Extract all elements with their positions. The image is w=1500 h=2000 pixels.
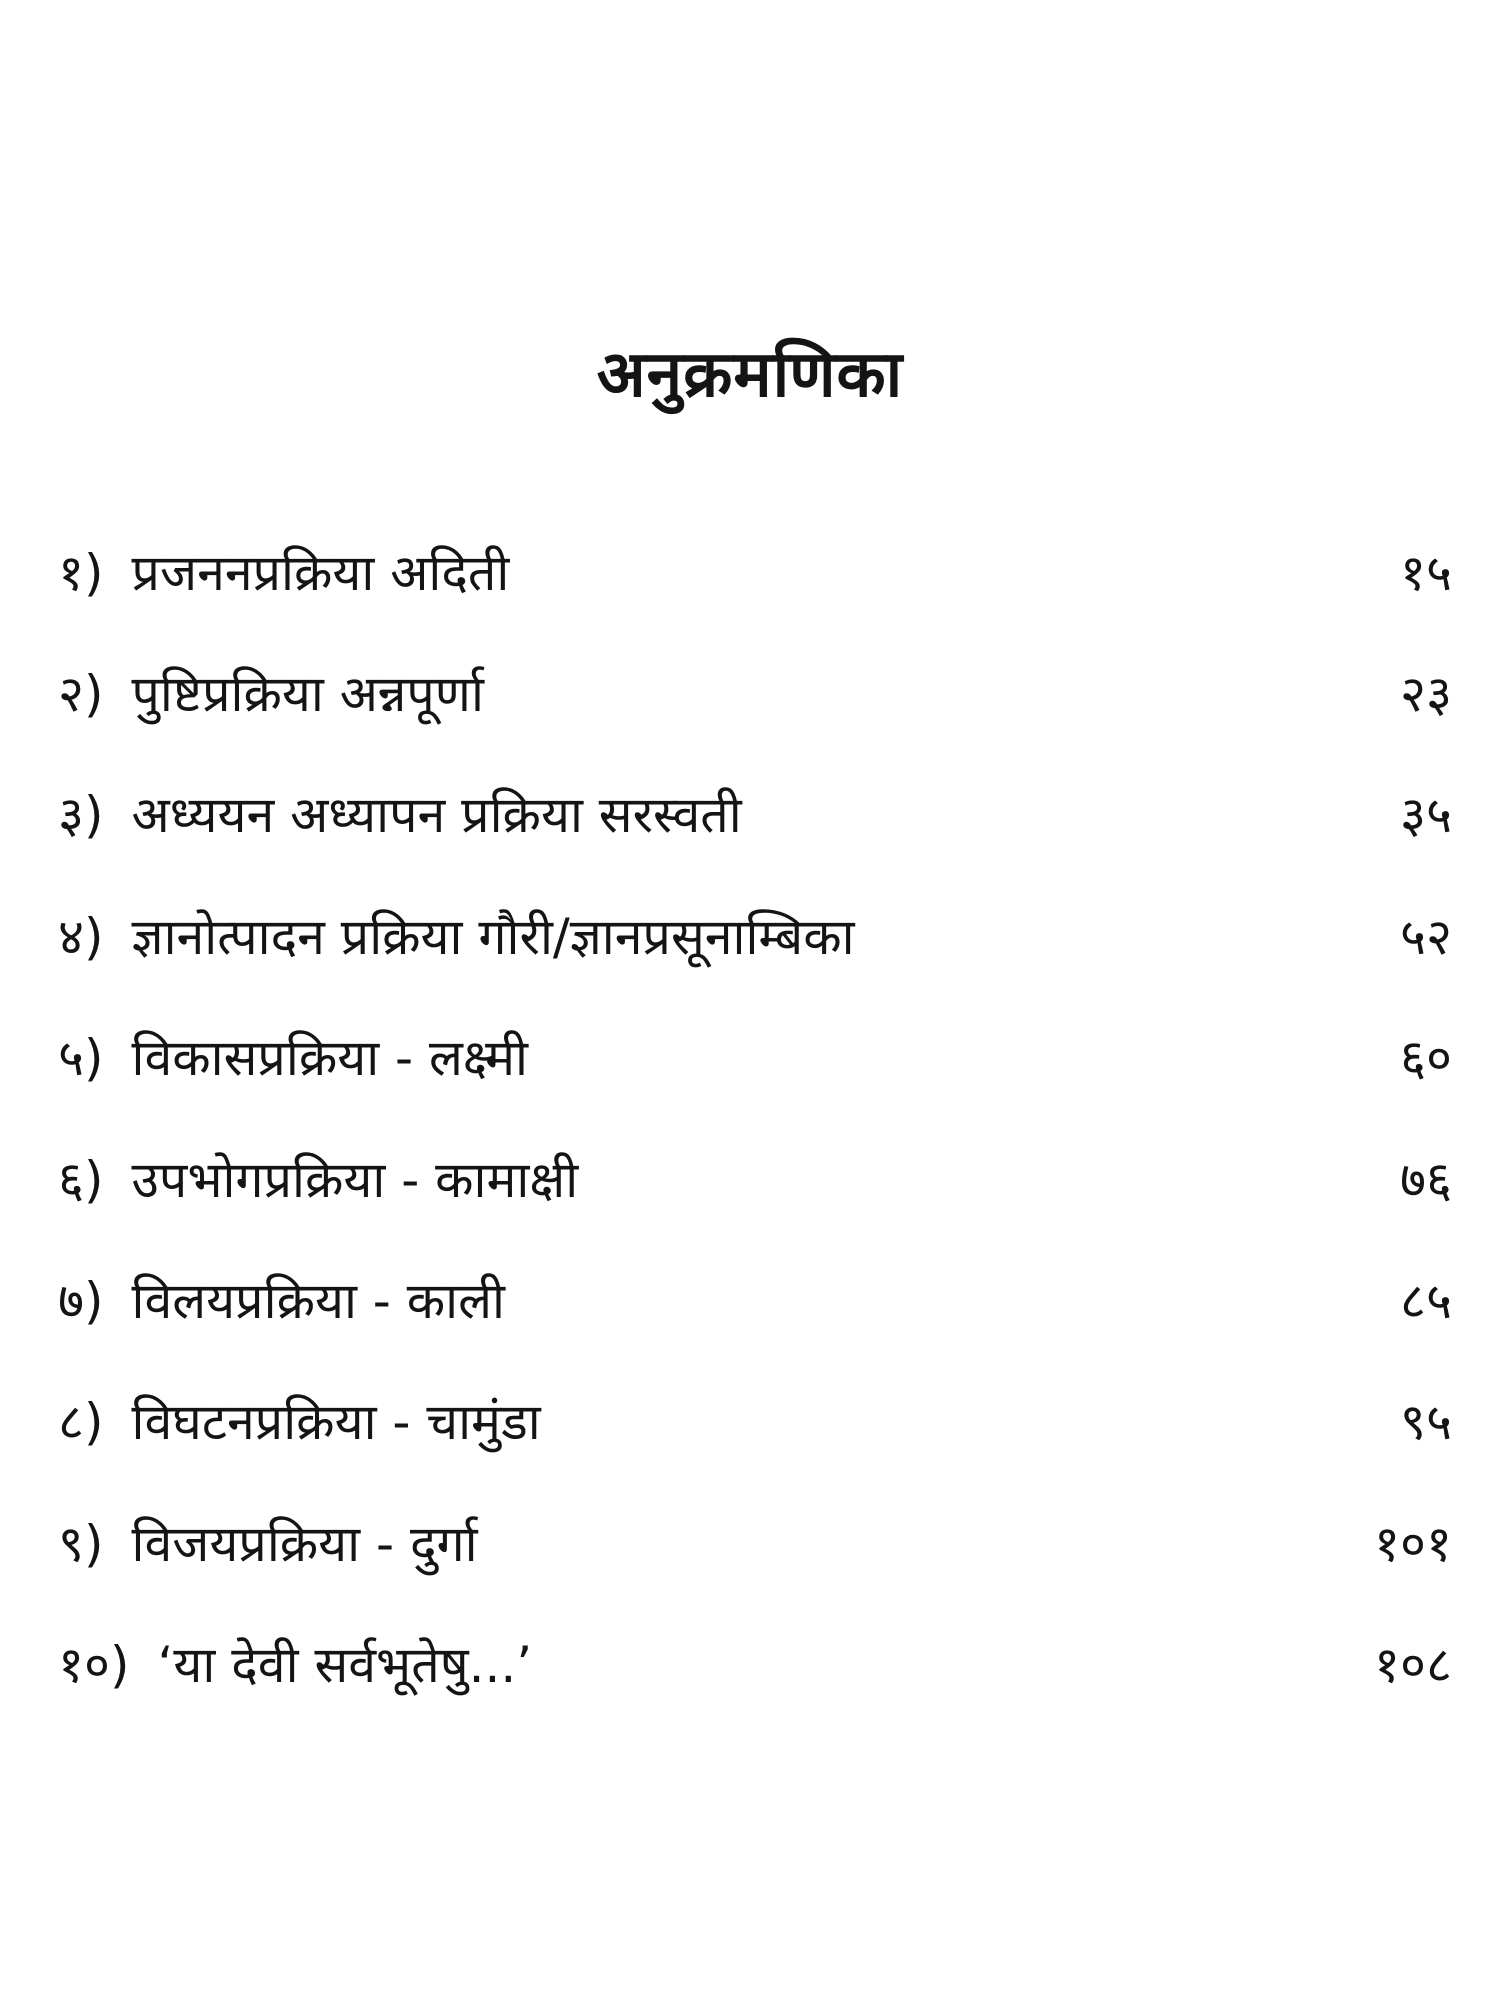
toc-entry-left [58, 659, 484, 729]
toc-entry-title: प्रजननप्रक्रिया अदिती [131, 543, 510, 602]
toc-entry-title: विजयप्रक्रिया - दुर्गा [131, 1514, 478, 1573]
toc-entry-page: ८५ [1400, 1272, 1452, 1331]
toc-entry-number: १) [58, 543, 104, 602]
toc-entry-title: विघटनप्रक्रिया - चामुंडा [131, 1393, 541, 1452]
toc-entry-number: ७) [58, 1272, 104, 1331]
toc-entry-page: १०१ [1374, 1514, 1452, 1573]
toc-entry [58, 755, 1458, 876]
toc-entry-title: ‘या देवी सर्वभूतेषु...’ [157, 1636, 533, 1695]
toc-entry-left [58, 1387, 541, 1457]
toc-entry-page: ७६ [1400, 1150, 1452, 1209]
toc-entry-page: ६० [1400, 1029, 1452, 1088]
toc-entry-left [58, 1145, 578, 1215]
toc-entry-page: ५२ [1400, 907, 1452, 966]
toc-entry-page: १०८ [1374, 1636, 1452, 1695]
toc-entry-title: विलयप्रक्रिया - काली [131, 1272, 505, 1331]
toc-entry-left [58, 780, 742, 850]
toc-entry [58, 876, 1458, 997]
toc-entry [58, 998, 1458, 1119]
toc-entry-number: २) [58, 665, 104, 724]
toc-entry-number: ९) [58, 1514, 104, 1573]
toc-entry-number: ८) [58, 1393, 104, 1452]
toc-entry [58, 1362, 1458, 1483]
toc-entry [58, 1483, 1458, 1604]
toc-entry-number: ५) [58, 1029, 104, 1088]
toc-entry-number: ४) [58, 907, 104, 966]
table-of-contents [58, 512, 1458, 1726]
toc-entry-page: ३५ [1400, 786, 1452, 845]
toc-entry-left [58, 1266, 505, 1336]
toc-entry-left [58, 1630, 532, 1700]
toc-entry-left [58, 902, 855, 972]
toc-entry-title: उपभोगप्रक्रिया - कामाक्षी [131, 1150, 579, 1209]
toc-entry-title: विकासप्रक्रिया - लक्ष्मी [131, 1029, 528, 1088]
toc-entry [58, 1605, 1458, 1726]
toc-entry-left [58, 538, 509, 608]
page-title: अनुक्रमणिका [596, 338, 904, 412]
toc-entry [58, 1119, 1458, 1240]
toc-entry-left [58, 1509, 478, 1579]
toc-entry-title: ज्ञानोत्पादन प्रक्रिया गौरी/ज्ञानप्रसूनाम्बिका [131, 907, 855, 966]
toc-entry-number: १०) [58, 1636, 130, 1695]
toc-entry-page: २३ [1400, 665, 1452, 724]
toc-entry-page: १५ [1400, 543, 1452, 602]
toc-entry [58, 1240, 1458, 1361]
toc-entry-number: ६) [58, 1150, 104, 1209]
toc-entry-title: पुष्टिप्रक्रिया अन्नपूर्णा [131, 665, 484, 724]
toc-entry [58, 633, 1458, 754]
toc-entry-left [58, 1023, 528, 1093]
toc-entry-page: ९५ [1400, 1393, 1452, 1452]
toc-entry [58, 512, 1458, 633]
toc-entry-title: अध्ययन अध्यापन प्रक्रिया सरस्वती [131, 786, 742, 845]
toc-entry-number: ३) [58, 786, 104, 845]
